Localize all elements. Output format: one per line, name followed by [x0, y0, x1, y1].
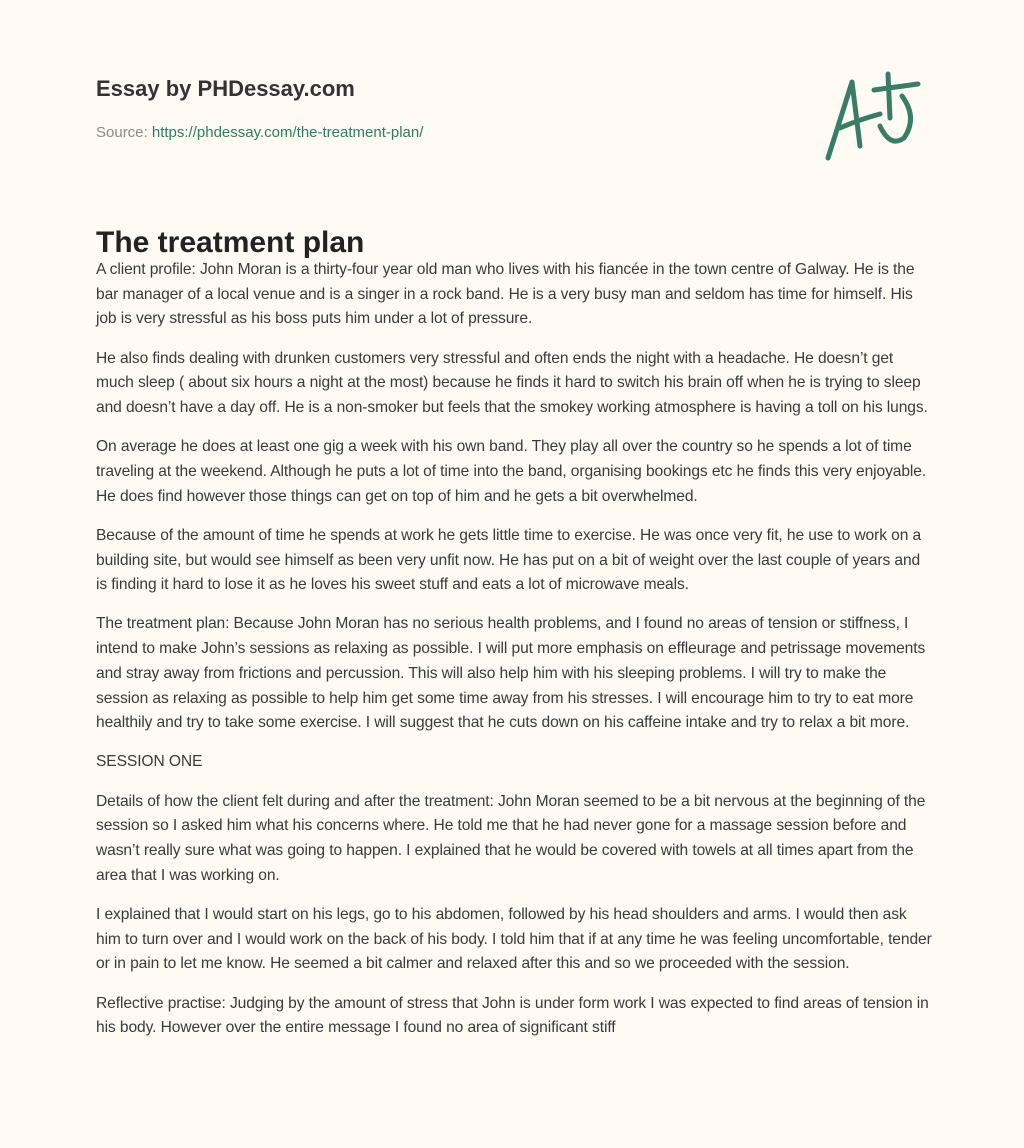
paragraph: Details of how the client felt during and after the treatment: John Moran seemed to be a bit nervous at the beginning of the session so I asked him what his concerns where. He told me that he had never gone for a massage session before and wasn’t really sure what was going to happen. I explained that he would be covered with towels at all times apart from the area that I was working on.: [96, 792, 926, 884]
paragraph: On average he does at least one gig a week with his own band. They play all over the country so he spends a lot of time traveling at the weekend. Although he puts a lot of time into the band, organising bookings etc he finds this very enjoyable. He does find however those things can get on top of him and he gets a bit overwhelmed.: [96, 438, 927, 505]
source-label: Source:: [96, 124, 148, 141]
paragraph: Reflective practise: Judging by the amount of stress that John is under form work I was expected to find areas of tension in his body. However over the entire message I found no area of significant stiff: [96, 994, 929, 1037]
section-heading: SESSION ONE: [96, 753, 203, 771]
paragraph: He also finds dealing with drunken customers very stressful and often ends the night with a headache. He doesn’t get much sleep ( about six hours a night at the most) because he finds it hard to switch his brain off when he is trying to sleep and doesn’t have a day off. He is a non-smoker but feels that the smokey working atmosphere is having a toll on his lungs.: [96, 349, 928, 417]
article-body: [96, 258, 932, 1055]
source-link[interactable]: https://phdessay.com/the-treatment-plan/: [151, 124, 424, 141]
paragraph: The treatment plan: Because John Moran has no serious health problems, and I found no areas of tension or stiffness, I intend to make John’s sessions as relaxing as possible. I will put more emphasis on effleurage and petrissage movements and stray away from frictions and percussion. This will also help him with his sleeping problems. I will try to make the session as relaxing as possible to help him get some time away from his stresses. I will encourage him to try to eat more healthily and try to take some exercise. I will suggest that he cuts down on his caffeine intake and try to relax a bit more.: [96, 615, 926, 732]
paragraph: I explained that I would start on his legs, go to his abdomen, followed by his head shoulders and arms. I would then ask him to turn over and I would work on the back of his body. I told him that if at any time he was feeling uncomfortable, tender or in pain to let me know. He seemed a bit calmer and relaxed after this and so we proceeded with the session.: [96, 905, 932, 973]
site-header: [96, 76, 355, 102]
paragraph: A client profile: John Moran is a thirty-four year old man who lives with his fiancée in the town centre of Galway. He is the bar manager of a local venue and is a singer in a rock band. He is a very busy man and seldom has time for himself. His job is very stressful as his boss puts him under a lot of pressure.: [96, 261, 915, 328]
paragraph: Because of the amount of time he spends at work he gets little time to exercise. He was once very fit, he use to work on a building site, but would see himself as been very unfit now. He has put on a bit of weight over the last couple of years and is finding it hard to lose it as he loves his sweet stuff and eats a lot of microwave meals.: [96, 526, 922, 594]
a-plus-logo-icon: [818, 68, 930, 164]
source-line: [96, 124, 423, 141]
article-title: The treatment plan: [96, 226, 365, 259]
site-title: Essay by PHDessay.com: [96, 76, 355, 101]
